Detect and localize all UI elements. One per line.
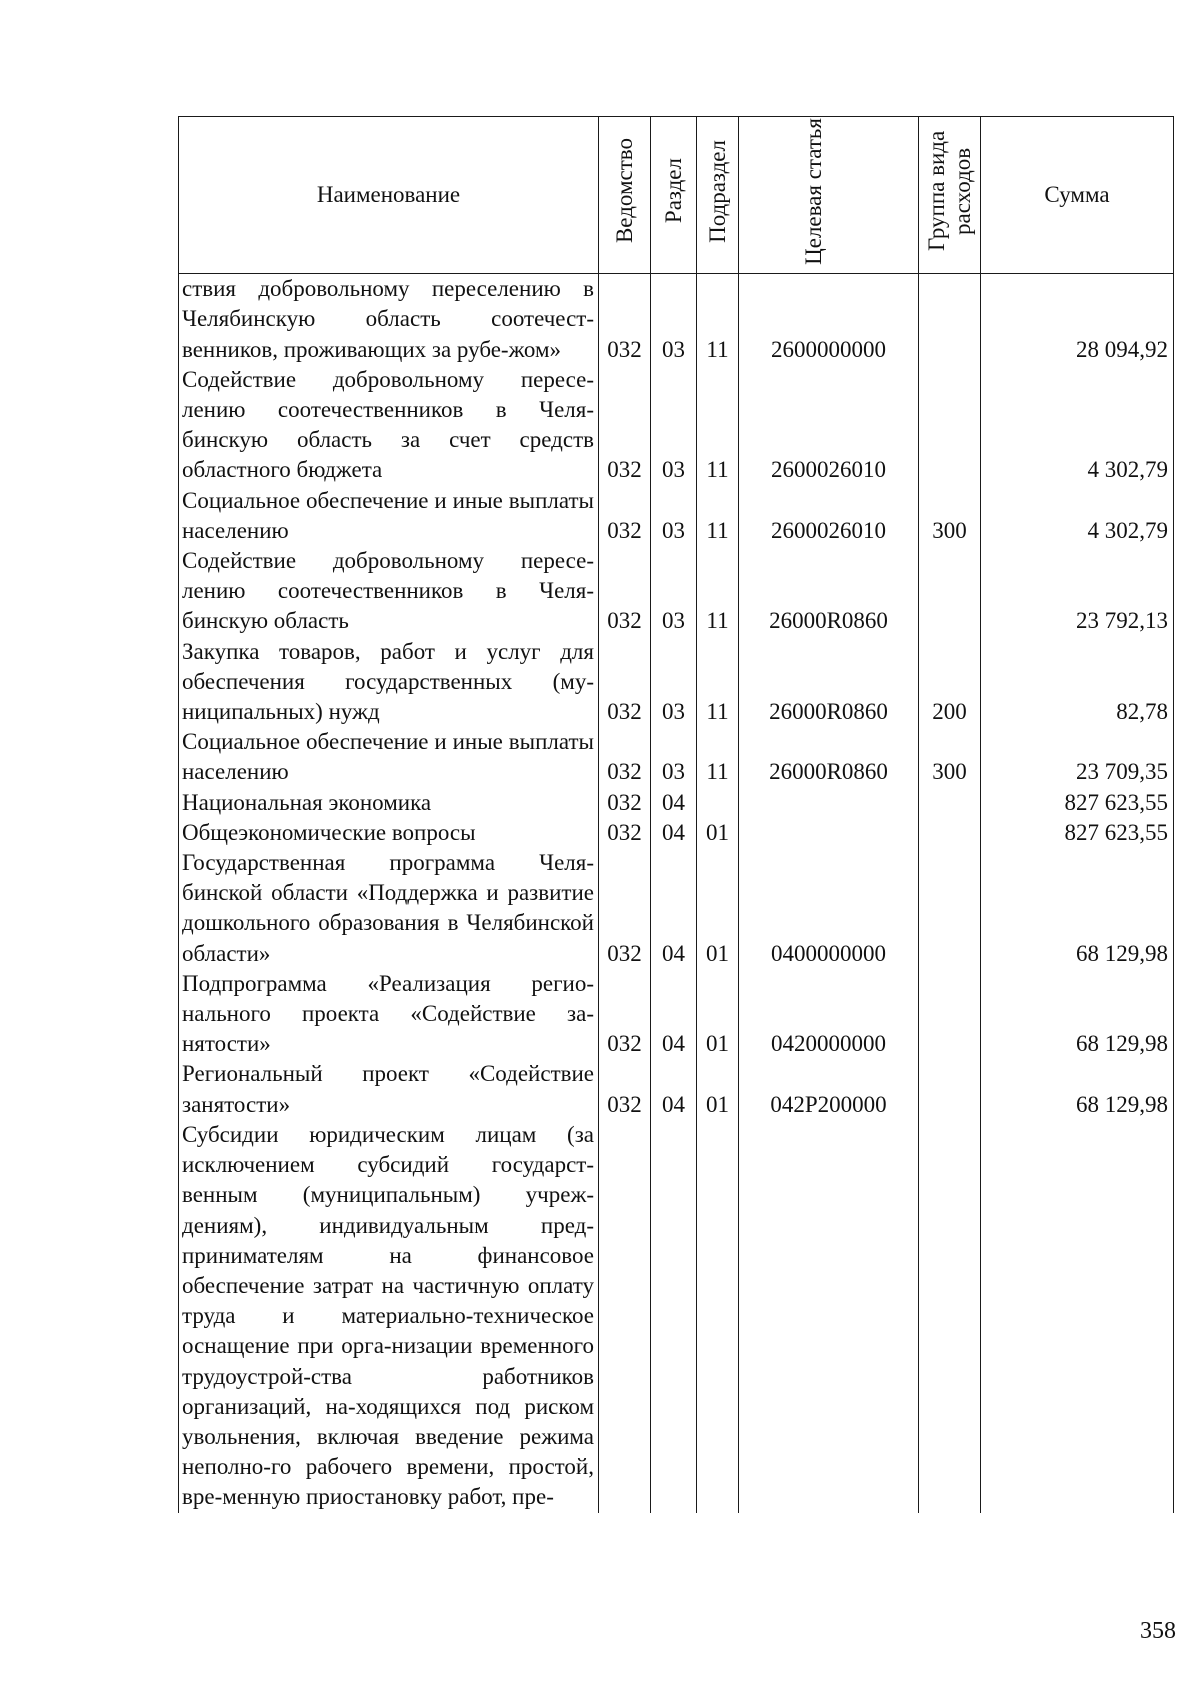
cell-expense-group	[919, 788, 981, 818]
table-row	[179, 788, 1174, 818]
cell-department: 032	[599, 848, 651, 969]
table-row	[179, 486, 1174, 546]
cell-subsection	[697, 1120, 739, 1513]
cell-subsection: 01	[697, 818, 739, 848]
cell-sum: 827 623,55	[981, 788, 1174, 818]
cell-department: 032	[599, 637, 651, 728]
table-row	[179, 848, 1174, 969]
cell-department: 032	[599, 274, 651, 365]
cell-expense-group	[919, 969, 981, 1060]
cell-expense-group	[919, 1120, 981, 1513]
cell-target: 26000R0860	[739, 637, 919, 728]
cell-target	[739, 1120, 919, 1513]
cell-target	[739, 788, 919, 818]
cell-sum: 23 709,35	[981, 727, 1174, 787]
cell-section: 03	[651, 486, 697, 546]
cell-name: ствия добровольному переселению в Челябинскую область соотечест-венников, проживающих за рубе-жом»	[179, 274, 599, 365]
cell-sum: 68 129,98	[981, 969, 1174, 1060]
cell-department: 032	[599, 788, 651, 818]
cell-sum: 4 302,79	[981, 365, 1174, 486]
cell-sum: 68 129,98	[981, 1059, 1174, 1119]
cell-subsection: 11	[697, 546, 739, 637]
cell-expense-group	[919, 365, 981, 486]
cell-name: Содействие добровольному пересе-лению соотечественников в Челя-бинскую область	[179, 546, 599, 637]
budget-table	[178, 116, 1174, 1513]
cell-target: 2600000000	[739, 274, 919, 365]
cell-department: 032	[599, 365, 651, 486]
cell-target	[739, 818, 919, 848]
cell-expense-group	[919, 546, 981, 637]
cell-department: 032	[599, 969, 651, 1060]
budget-table-container	[178, 116, 1173, 1513]
cell-target: 26000R0860	[739, 727, 919, 787]
cell-section	[651, 1120, 697, 1513]
cell-subsection	[697, 788, 739, 818]
cell-subsection: 01	[697, 1059, 739, 1119]
header-section: Раздел	[651, 117, 697, 274]
table-row	[179, 1120, 1174, 1513]
cell-target: 26000R0860	[739, 546, 919, 637]
cell-section: 04	[651, 969, 697, 1060]
cell-expense-group	[919, 818, 981, 848]
cell-sum: 68 129,98	[981, 848, 1174, 969]
cell-sum	[981, 1120, 1174, 1513]
cell-department: 032	[599, 818, 651, 848]
table-row	[179, 637, 1174, 728]
table-row	[179, 818, 1174, 848]
cell-expense-group: 300	[919, 727, 981, 787]
cell-subsection: 01	[697, 969, 739, 1060]
cell-name: Подпрограмма «Реализация регио-нального проекта «Содействие за-нятости»	[179, 969, 599, 1060]
cell-subsection: 11	[697, 486, 739, 546]
cell-section: 04	[651, 1059, 697, 1119]
cell-name: Социальное обеспечение и иные выплаты населению	[179, 727, 599, 787]
header-target: Целевая статья	[739, 117, 919, 274]
cell-expense-group	[919, 274, 981, 365]
cell-department: 032	[599, 1059, 651, 1119]
header-expense-group: Группа вида расходов	[919, 117, 981, 274]
table-row	[179, 546, 1174, 637]
cell-department: 032	[599, 546, 651, 637]
cell-expense-group	[919, 1059, 981, 1119]
table-row	[179, 969, 1174, 1060]
cell-sum: 4 302,79	[981, 486, 1174, 546]
cell-name: Закупка товаров, работ и услуг для обеспечения государственных (му-ниципальных) нужд	[179, 637, 599, 728]
cell-expense-group	[919, 848, 981, 969]
cell-name: Общеэкономические вопросы	[179, 818, 599, 848]
cell-name: Государственная программа Челя-бинской области «Поддержка и развитие дошкольного образования в Челябинской области»	[179, 848, 599, 969]
header-row	[179, 117, 1174, 274]
table-row	[179, 1059, 1174, 1119]
cell-name: Содействие добровольному пересе-лению соотечественников в Челя-бинскую область за счет средств областного бюджета	[179, 365, 599, 486]
cell-subsection: 11	[697, 637, 739, 728]
cell-subsection: 11	[697, 274, 739, 365]
table-row	[179, 727, 1174, 787]
cell-name: Субсидии юридическим лицам (за исключением субсидий государст-венным (муниципальным) учреж-дениям), индивидуальным пред-принимателям на финансовое обеспечение затрат на частичную оплату труда и материально-техническое оснащение при орга-низации временного трудоустрой-ства работников организаций, на-ходящихся под риском увольнения, включая введение режима неполно-го рабочего времени, простой, вре-менную приостановку работ, пре-	[179, 1120, 599, 1513]
cell-subsection: 01	[697, 848, 739, 969]
cell-expense-group: 200	[919, 637, 981, 728]
cell-sum: 28 094,92	[981, 274, 1174, 365]
cell-section: 03	[651, 637, 697, 728]
cell-target: 2600026010	[739, 486, 919, 546]
cell-subsection: 11	[697, 727, 739, 787]
table-row	[179, 274, 1174, 365]
cell-sum: 82,78	[981, 637, 1174, 728]
cell-section: 03	[651, 546, 697, 637]
cell-section: 04	[651, 818, 697, 848]
cell-department: 032	[599, 727, 651, 787]
cell-sum: 23 792,13	[981, 546, 1174, 637]
table-row	[179, 365, 1174, 486]
cell-section: 03	[651, 274, 697, 365]
cell-name: Национальная экономика	[179, 788, 599, 818]
cell-name: Социальное обеспечение и иные выплаты населению	[179, 486, 599, 546]
cell-department: 032	[599, 486, 651, 546]
cell-sum: 827 623,55	[981, 818, 1174, 848]
header-department: Ведомство	[599, 117, 651, 274]
header-subsection: Подраздел	[697, 117, 739, 274]
header-name: Наименование	[179, 117, 599, 274]
cell-department	[599, 1120, 651, 1513]
cell-subsection: 11	[697, 365, 739, 486]
cell-section: 04	[651, 788, 697, 818]
header-sum: Сумма	[981, 117, 1174, 274]
cell-name: Региональный проект «Содействие занятости»	[179, 1059, 599, 1119]
cell-expense-group: 300	[919, 486, 981, 546]
cell-section: 04	[651, 848, 697, 969]
cell-target: 042P200000	[739, 1059, 919, 1119]
cell-section: 03	[651, 727, 697, 787]
cell-section: 03	[651, 365, 697, 486]
cell-target: 2600026010	[739, 365, 919, 486]
page-number: 358	[1140, 1618, 1176, 1644]
cell-target: 0400000000	[739, 848, 919, 969]
cell-target: 0420000000	[739, 969, 919, 1060]
